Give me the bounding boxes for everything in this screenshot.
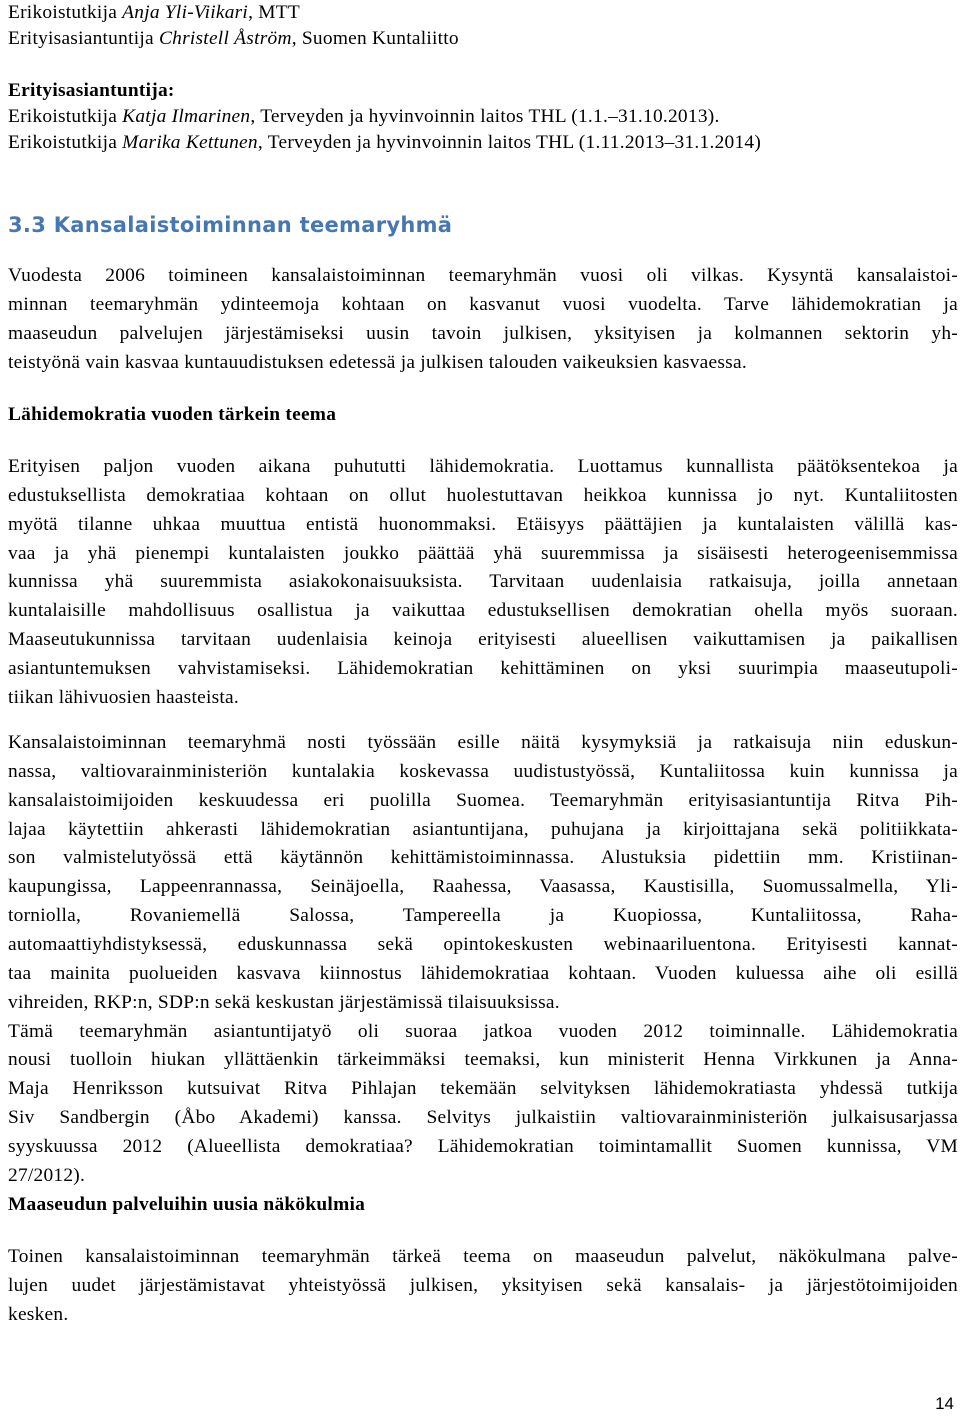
- text-line: Kansalaistoiminnan teemaryhmä nosti työssään esille näitä kysymyksiä ja ratkaisuja niin eduskun-: [8, 732, 958, 753]
- text-line: automaattiyhdistyksessä, eduskunnassa sekä opintokeskusten webinaariluentona. Erityisesti kannat-: [8, 933, 958, 955]
- text-line: vaa ja yhä pienempi kuntalaisten joukko päättää yhä suuremmissa ja sisäisesti heterogeenisemmissa: [8, 542, 958, 564]
- text-line: edustuksellista demokratiaa kohtaan on ollut huolestuttavan heikkoa kunnissa jo nyt. Kuntaliitosten: [8, 484, 958, 506]
- text-line: kansalaistoimijoiden keskuudessa eri puolilla Suomea. Teemaryhmän erityisasiantuntija Ritva Pih-: [8, 789, 958, 811]
- text-line: vihreiden, RKP:n, SDP:n sekä keskustan järjestämissä tilaisuuksissa.: [8, 991, 560, 1013]
- text-line: lujen uudet järjestämistavat yhteistyössä julkisen, yksityisen sekä kansalais- ja järjestötoimijoiden: [8, 1274, 958, 1296]
- text-line: Toinen kansalaistoiminnan teemaryhmän tärkeä teema on maaseudun palvelut, näkökulmana palve-: [8, 1246, 958, 1267]
- subheading-lahidemokratia: Lähidemokratia vuoden tärkein teema: [8, 404, 337, 425]
- page-number: 14: [935, 1394, 954, 1413]
- text-line: asiantuntemuksen vahvistamiseksi. Lähidemokratian kehittäminen on yksi suurimpia maaseutupoli-: [8, 657, 958, 679]
- text-line: myötä tilanne uhkaa muuttua entistä huonommaksi. Etäisyys päättäjien ja kuntalaisten välillä kas-: [8, 513, 958, 535]
- text-line: Erityisen paljon vuoden aikana puhututti lähidemokratia. Luottamus kunnallista päätöksentekoa ja: [8, 456, 958, 477]
- text-line: Tämä teemaryhmän asiantuntijatyö oli suoraa jatkoa vuoden 2012 toiminnalle. Lähidemokratia: [8, 1020, 958, 1042]
- text-line: nassa, valtiovarainministeriön kuntalakia koskevassa uudistustyössä, Kuntaliitossa kuin kunnissa ja: [8, 760, 958, 782]
- text-line: Vuodesta 2006 toimineen kansalaistoiminnan teemaryhmän vuosi oli vilkas. Kysyntä kansalaistoi-: [8, 265, 958, 286]
- text-line: syyskuussa 2012 (Alueellista demokratiaa? Lähidemokratian toimintamallit Suomen kunnissa, VM: [8, 1135, 958, 1157]
- text-line: Siv Sandbergin (Åbo Akademi) kanssa. Selvitys julkaistiin valtiovarainministeriön julkaisusarjassa: [8, 1107, 958, 1129]
- section-heading: 3.3 Kansalaistoiminnan teemaryhmä: [8, 213, 453, 237]
- text-line: kuntalaisille mahdollisuus osallistua ja vaikuttaa edustuksellisen demokratian ohella myös suoraan.: [8, 600, 958, 622]
- text-line: Maaseutukunnissa tarvitaan uudenlaisia keinoja erityisesti alueellisen vaikuttamisen ja paikallisen: [8, 629, 958, 651]
- header-line-1: Erikoistutkija Anja Yli-Viikari, MTT: [8, 2, 300, 23]
- text-line: tiikan lähivuosien haasteista.: [8, 686, 239, 708]
- text-line: taa mainita puolueiden kasvava kiinnostus lähidemokratiaa kohtaan. Vuoden kuluessa aihe oli esillä: [8, 962, 958, 984]
- text-line: minnan teemaryhmän ydinteemoja kohtaan on kasvanut vuosi vuodelta. Tarve lähidemokratian ja: [8, 293, 958, 315]
- text-line: torniolla, Rovaniemellä Salossa, Tampereella ja Kuopiossa, Kuntaliitossa, Raha-: [8, 905, 958, 927]
- text-line: nousi tuolloin hiukan yllättäenkin tärkeimmäksi teemaksi, kun ministerit Henna Virkkunen ja Anna-: [8, 1049, 958, 1071]
- text-line: maaseudun palvelujen järjestämiseksi uusin tavoin julkisen, yksityisen ja kolmannen sektorin yh-: [8, 322, 958, 344]
- text-line: lajaa käytettiin ahkerasti lähidemokratian asiantuntijana, puhujana ja kirjoittajana sekä politiikkata-: [8, 818, 958, 840]
- header-line-3: Erikoistutkija Katja Ilmarinen, Terveyden ja hyvinvoinnin laitos THL (1.1.–31.10.2013).: [8, 106, 720, 127]
- text-line: kesken.: [8, 1303, 69, 1325]
- text-line: kaupungissa, Lappeenrannassa, Seinäjoella, Raahessa, Vaasassa, Kaustisilla, Suomussalmella, Yli-: [8, 876, 958, 898]
- text-line: Maja Henriksson kutsuivat Ritva Pihlajan tekemään selvityksen lähidemokratiasta yhdessä tutkija: [8, 1078, 958, 1100]
- text-line: teistyönä vain kasvaa kuntauudistuksen edetessä ja julkisen talouden vaikeuksien kasvaessa.: [8, 351, 747, 373]
- text-line: 27/2012).: [8, 1164, 86, 1186]
- experts-heading: Erityisasiantuntija:: [8, 80, 175, 101]
- header-line-4: Erikoistutkija Marika Kettunen, Terveyden ja hyvinvoinnin laitos THL (1.11.2013–31.1.2014): [8, 132, 762, 153]
- text-line: kunnissa yhä suuremmista asiakokonaisuuksista. Tarvitaan uudenlaisia ratkaisuja, joilla annetaan: [8, 571, 958, 593]
- text-line: son valmistelutyössä että käytännön kehittämistoiminnassa. Alustuksia pidettiin mm. Kristiinan-: [8, 847, 958, 869]
- header-line-2: Erityisasiantuntija Christell Åström, Suomen Kuntaliitto: [8, 28, 459, 49]
- subheading-maaseudun-palvelut: Maaseudun palveluihin uusia näkökulmia: [8, 1194, 366, 1215]
